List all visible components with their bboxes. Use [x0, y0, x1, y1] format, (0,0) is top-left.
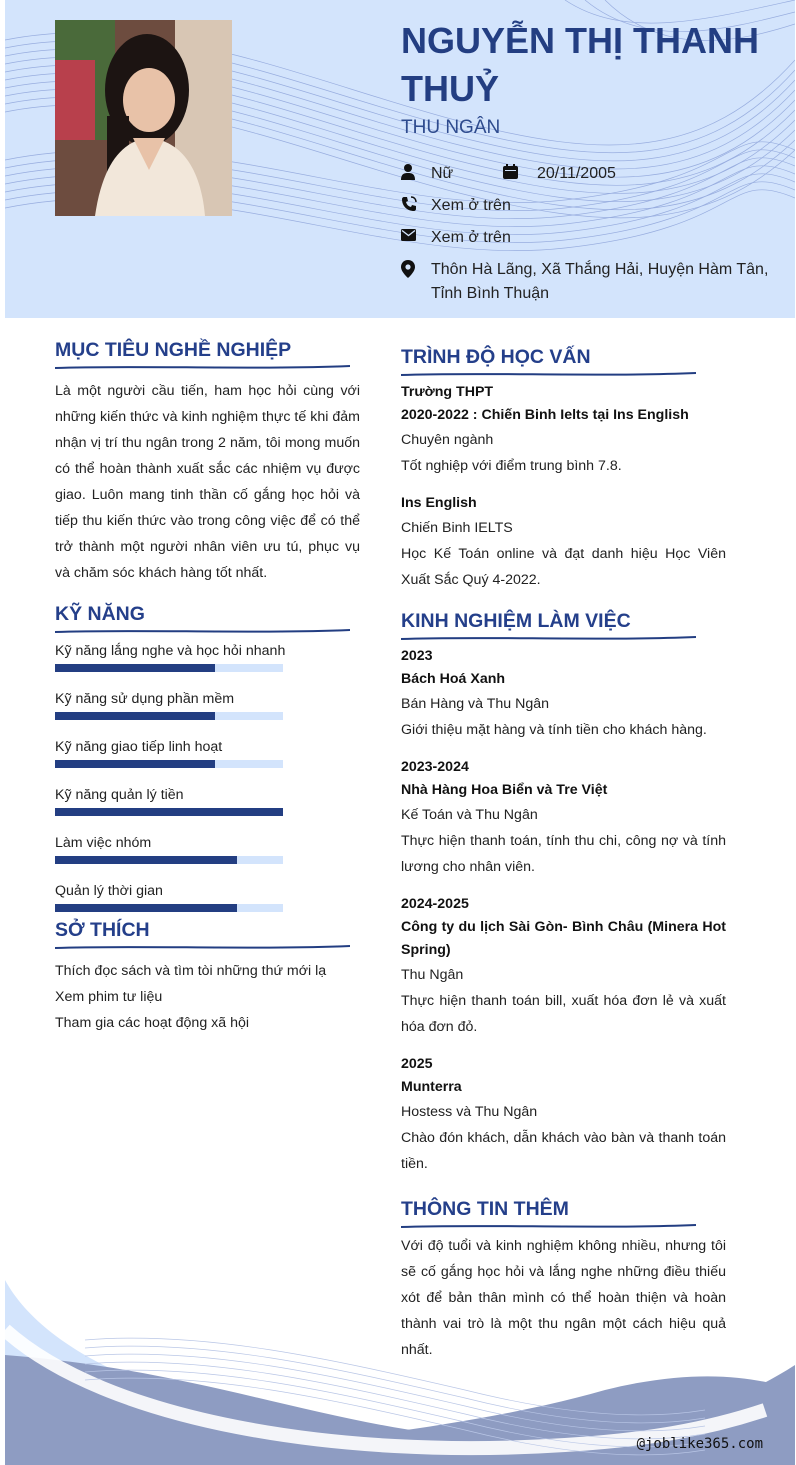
skill-item [55, 882, 360, 912]
section-underline [55, 364, 350, 370]
experience-desc: Thực hiện thanh toán bill, xuất hóa đơn lẻ và xuất hóa đơn đỏ. [401, 993, 726, 1035]
birthdate-row [503, 162, 616, 186]
map-pin-icon [401, 258, 431, 283]
section-underline [401, 371, 696, 377]
skill-level-bar [55, 904, 283, 912]
education-entry [401, 492, 726, 593]
experience-entry [401, 756, 726, 880]
experience-desc: Chào đón khách, dẫn khách vào bàn và thanh toán tiền. [401, 1130, 726, 1172]
skill-label: Kỹ năng lắng nghe và học hỏi nhanh [55, 643, 286, 659]
experience-entry [401, 645, 726, 743]
skill-item [55, 834, 360, 864]
skills-section [55, 602, 360, 930]
career-objective-section [55, 338, 360, 586]
skill-item [55, 738, 360, 768]
section-underline [401, 635, 696, 641]
experience-role: Bán Hàng và Thu Ngân [401, 696, 550, 712]
envelope-icon [401, 226, 431, 246]
hobbies-section [55, 918, 360, 1036]
skill-label: Kỹ năng sử dụng phần mềm [55, 691, 235, 707]
experience-year: 2025 [401, 1056, 433, 1072]
section-title: KỸ NĂNG [55, 603, 145, 625]
hobby-item: Thích đọc sách và tìm tòi những thứ mới lạ [55, 963, 327, 979]
skill-level-bar [55, 664, 283, 672]
school-name: Ins English [401, 495, 477, 511]
birthdate-value: 20/11/2005 [537, 165, 616, 182]
experience-company: Munterra [401, 1079, 462, 1095]
skills-list [55, 642, 360, 912]
profile-photo [55, 20, 232, 216]
skill-level-bar [55, 808, 283, 816]
education-period: 2020-2022 : Chiến Binh Ielts tại Ins English [401, 407, 689, 423]
education-major: Chuyên ngành [401, 432, 494, 448]
skill-item [55, 786, 360, 816]
section-title: THÔNG TIN THÊM [401, 1198, 569, 1220]
experience-company: Bách Hoá Xanh [401, 671, 506, 687]
experience-company: Nhà Hàng Hoa Biển và Tre Việt [401, 782, 608, 798]
education-desc: Học Kế Toán online và đạt danh hiệu Học Viên Xuất Sắc Quý 4-2022. [401, 546, 726, 588]
gender-row [401, 162, 453, 186]
hobby-item: Tham gia các hoạt động xã hội [55, 1015, 250, 1031]
section-title: MỤC TIÊU NGHỀ NGHIỆP [55, 339, 292, 361]
site-watermark: @joblike365.com [636, 1436, 763, 1452]
school-name: Trường THPT [401, 384, 494, 400]
section-title: SỞ THÍCH [55, 919, 150, 941]
experience-role: Hostess và Thu Ngân [401, 1104, 538, 1120]
user-icon [401, 162, 431, 185]
experience-desc: Giới thiệu mặt hàng và tính tiền cho khách hàng. [401, 722, 707, 738]
phone-icon [401, 194, 431, 217]
section-underline [55, 628, 350, 634]
cv-page [5, 0, 795, 1465]
experience-entry [401, 1053, 726, 1177]
objective-text: Là một người cầu tiến, ham học hỏi cùng với những kiến thức và kinh nghiệm thực tế khi đảm nhận vị trí thu ngân trong 2 năm, tôi mong muốn có thể hoàn thành xuất sắc các nhiệm vụ được giao. Luôn mang tinh thần cố gắng học hỏi và tiếp thu kiến thức vào trong công việc để có thể trở thành một người nhân viên ưu tú, phục vụ và chăm sóc khách hàng tốt nhất. [55, 383, 360, 581]
experience-desc: Thực hiện thanh toán, tính thu chi, công nợ và tính lương cho nhân viên. [401, 833, 726, 875]
education-major: Chiến Binh IELTS [401, 520, 513, 536]
skill-level-fill [55, 856, 237, 864]
address-row [401, 258, 771, 306]
gender-value: Nữ [431, 165, 454, 182]
experience-year: 2023-2024 [401, 759, 469, 775]
skill-level-fill [55, 664, 215, 672]
candidate-name: NGUYỄN THỊ THANH THUỶ [401, 20, 759, 109]
calendar-icon [503, 162, 537, 184]
skill-level-fill [55, 904, 237, 912]
hobby-item: Xem phim tư liệu [55, 989, 163, 1005]
skill-label: Kỹ năng giao tiếp linh hoạt [55, 739, 223, 755]
skill-label: Quản lý thời gian [55, 883, 163, 899]
experience-year: 2024-2025 [401, 896, 469, 912]
header [5, 0, 795, 318]
experience-entry [401, 893, 726, 1040]
skill-item [55, 690, 360, 720]
email-value: Xem ở trên [431, 229, 511, 246]
skill-level-fill [55, 712, 215, 720]
experience-section [401, 609, 726, 1190]
address-value: Thôn Hà Lãng, Xã Thắng Hải, Huyện Hàm Tân, Tỉnh Bình Thuận [431, 261, 769, 302]
section-title: KINH NGHIỆM LÀM VIỆC [401, 610, 631, 632]
skill-item [55, 642, 360, 672]
section-underline [401, 1223, 696, 1229]
experience-role: Thu Ngân [401, 967, 464, 983]
section-underline [55, 944, 350, 950]
skill-level-bar [55, 856, 283, 864]
skill-level-fill [55, 760, 215, 768]
additional-info-text: Với độ tuổi và kinh nghiệm không nhiều, nhưng tôi sẽ cố gắng học hỏi và lắng nghe những điều thiếu xót để bản thân mình có thể hoàn thiện và hoàn thành vai trò là một thu ngân một cách hiệu quả nhất. [401, 1238, 726, 1358]
education-desc: Tốt nghiệp với điểm trung bình 7.8. [401, 458, 622, 474]
skill-label: Kỹ năng quản lý tiền [55, 787, 184, 803]
experience-year: 2023 [401, 648, 433, 664]
skill-level-bar [55, 760, 283, 768]
education-section [401, 345, 726, 606]
email-row [401, 226, 511, 250]
additional-info-section [401, 1197, 726, 1363]
experience-role: Kế Toán và Thu Ngân [401, 807, 538, 823]
education-entry [401, 381, 726, 479]
skill-label: Làm việc nhóm [55, 835, 152, 851]
skill-level-bar [55, 712, 283, 720]
phone-row [401, 194, 511, 218]
skill-level-fill [55, 808, 283, 816]
phone-value: Xem ở trên [431, 197, 511, 214]
job-title: THU NGÂN [401, 117, 501, 138]
experience-company: Công ty du lịch Sài Gòn- Bình Châu (Minera Hot Spring) [401, 919, 726, 958]
section-title: TRÌNH ĐỘ HỌC VẤN [401, 346, 591, 368]
